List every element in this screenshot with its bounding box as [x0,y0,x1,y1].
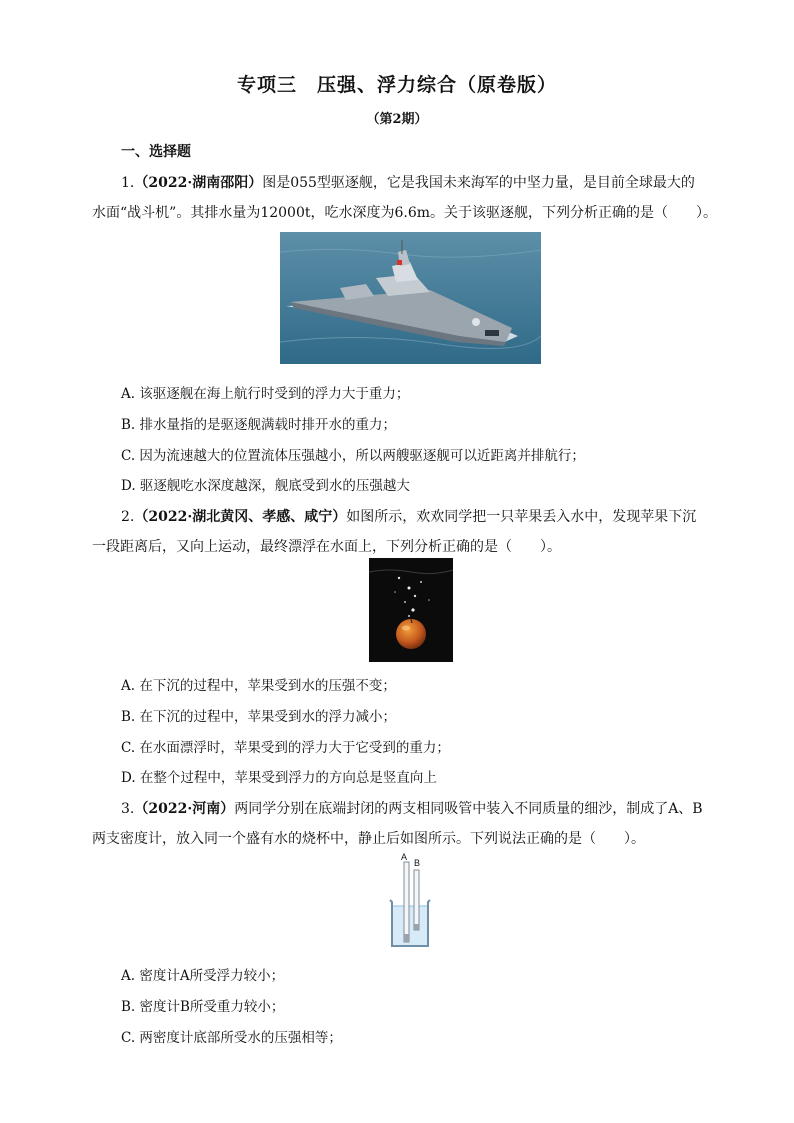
beaker-diagram [388,852,436,950]
section-heading: 一、选择题 [121,144,191,160]
q3-option-a: A. 密度计A所受浮力较小； [121,968,285,984]
question-source: （2022·河南） [134,801,235,817]
q1-option-b: B. 排水量指的是驱逐舰满载时排开水的重力； [121,417,397,433]
question-2-line-2: 一段距离后，又向上运动，最终漂浮在水面上，下列分析正确的是（ ）。 [92,539,561,555]
question-number: 2. [121,509,135,525]
question-number: 1. [121,175,135,191]
question-text: 图是055型驱逐舰，它是我国未来海军的中坚力量，是目前全球最大的 [262,175,695,191]
question-3-line-1 [121,798,703,818]
question-3-line-2: 两支密度计，放入同一个盛有水的烧杯中，静止后如图所示。下列说法正确的是（ ）。 [92,831,645,847]
q1-option-c: C. 因为流速越大的位置流体压强越小，所以两艘驱逐舰可以近距离并排航行； [121,448,585,464]
destroyer-ship-photo [280,232,541,364]
question-source: （2022·湖北黄冈、孝感、咸宁） [134,509,347,525]
question-1-line-2: 水面“战斗机”。其排水量为12000t，吃水深度为6.6m。关于该驱逐舰，下列分析正确的是（ ）。 [92,205,718,221]
q1-option-a: A. 该驱逐舰在海上航行时受到的浮力大于重力； [121,386,410,402]
hydrometer-b-label: B [414,858,421,868]
beaker-hydrometer-figure [388,852,436,950]
q2-option-c: C. 在水面漂浮时，苹果受到的浮力大于它受到的重力； [121,740,450,756]
question-text: 两同学分别在底端封闭的两支相同吸管中装入不同质量的细沙，制成了A、B [234,801,703,817]
issue-subtitle: （第2期） [366,112,428,127]
q2-option-d: D. 在整个过程中，苹果受到浮力的方向总是竖直向上 [121,770,437,786]
q2-option-b: B. 在下沉的过程中，苹果受到水的浮力减小； [121,709,397,725]
q3-option-c: C. 两密度计底部所受水的压强相等； [121,1030,342,1046]
question-2-line-1 [121,506,696,526]
q2-option-a: A. 在下沉的过程中，苹果受到水的压强不变； [121,678,396,694]
apple-in-water-photo [369,558,453,662]
question-text: 如图所示，欢欢同学把一只苹果丢入水中，发现苹果下沉 [346,509,697,525]
question-number: 3. [121,801,135,817]
hydrometer-a-label: A [401,852,408,862]
question-1-line-1 [121,172,695,192]
q3-option-b: B. 密度计B所受重力较小； [121,999,285,1015]
page-title: 专项三 压强、浮力综合（原卷版） [236,74,557,96]
question-source: （2022·湖南邵阳） [134,175,263,191]
q1-option-d: D. 驱逐舰吃水深度越深，舰底受到水的压强越大 [121,478,410,494]
